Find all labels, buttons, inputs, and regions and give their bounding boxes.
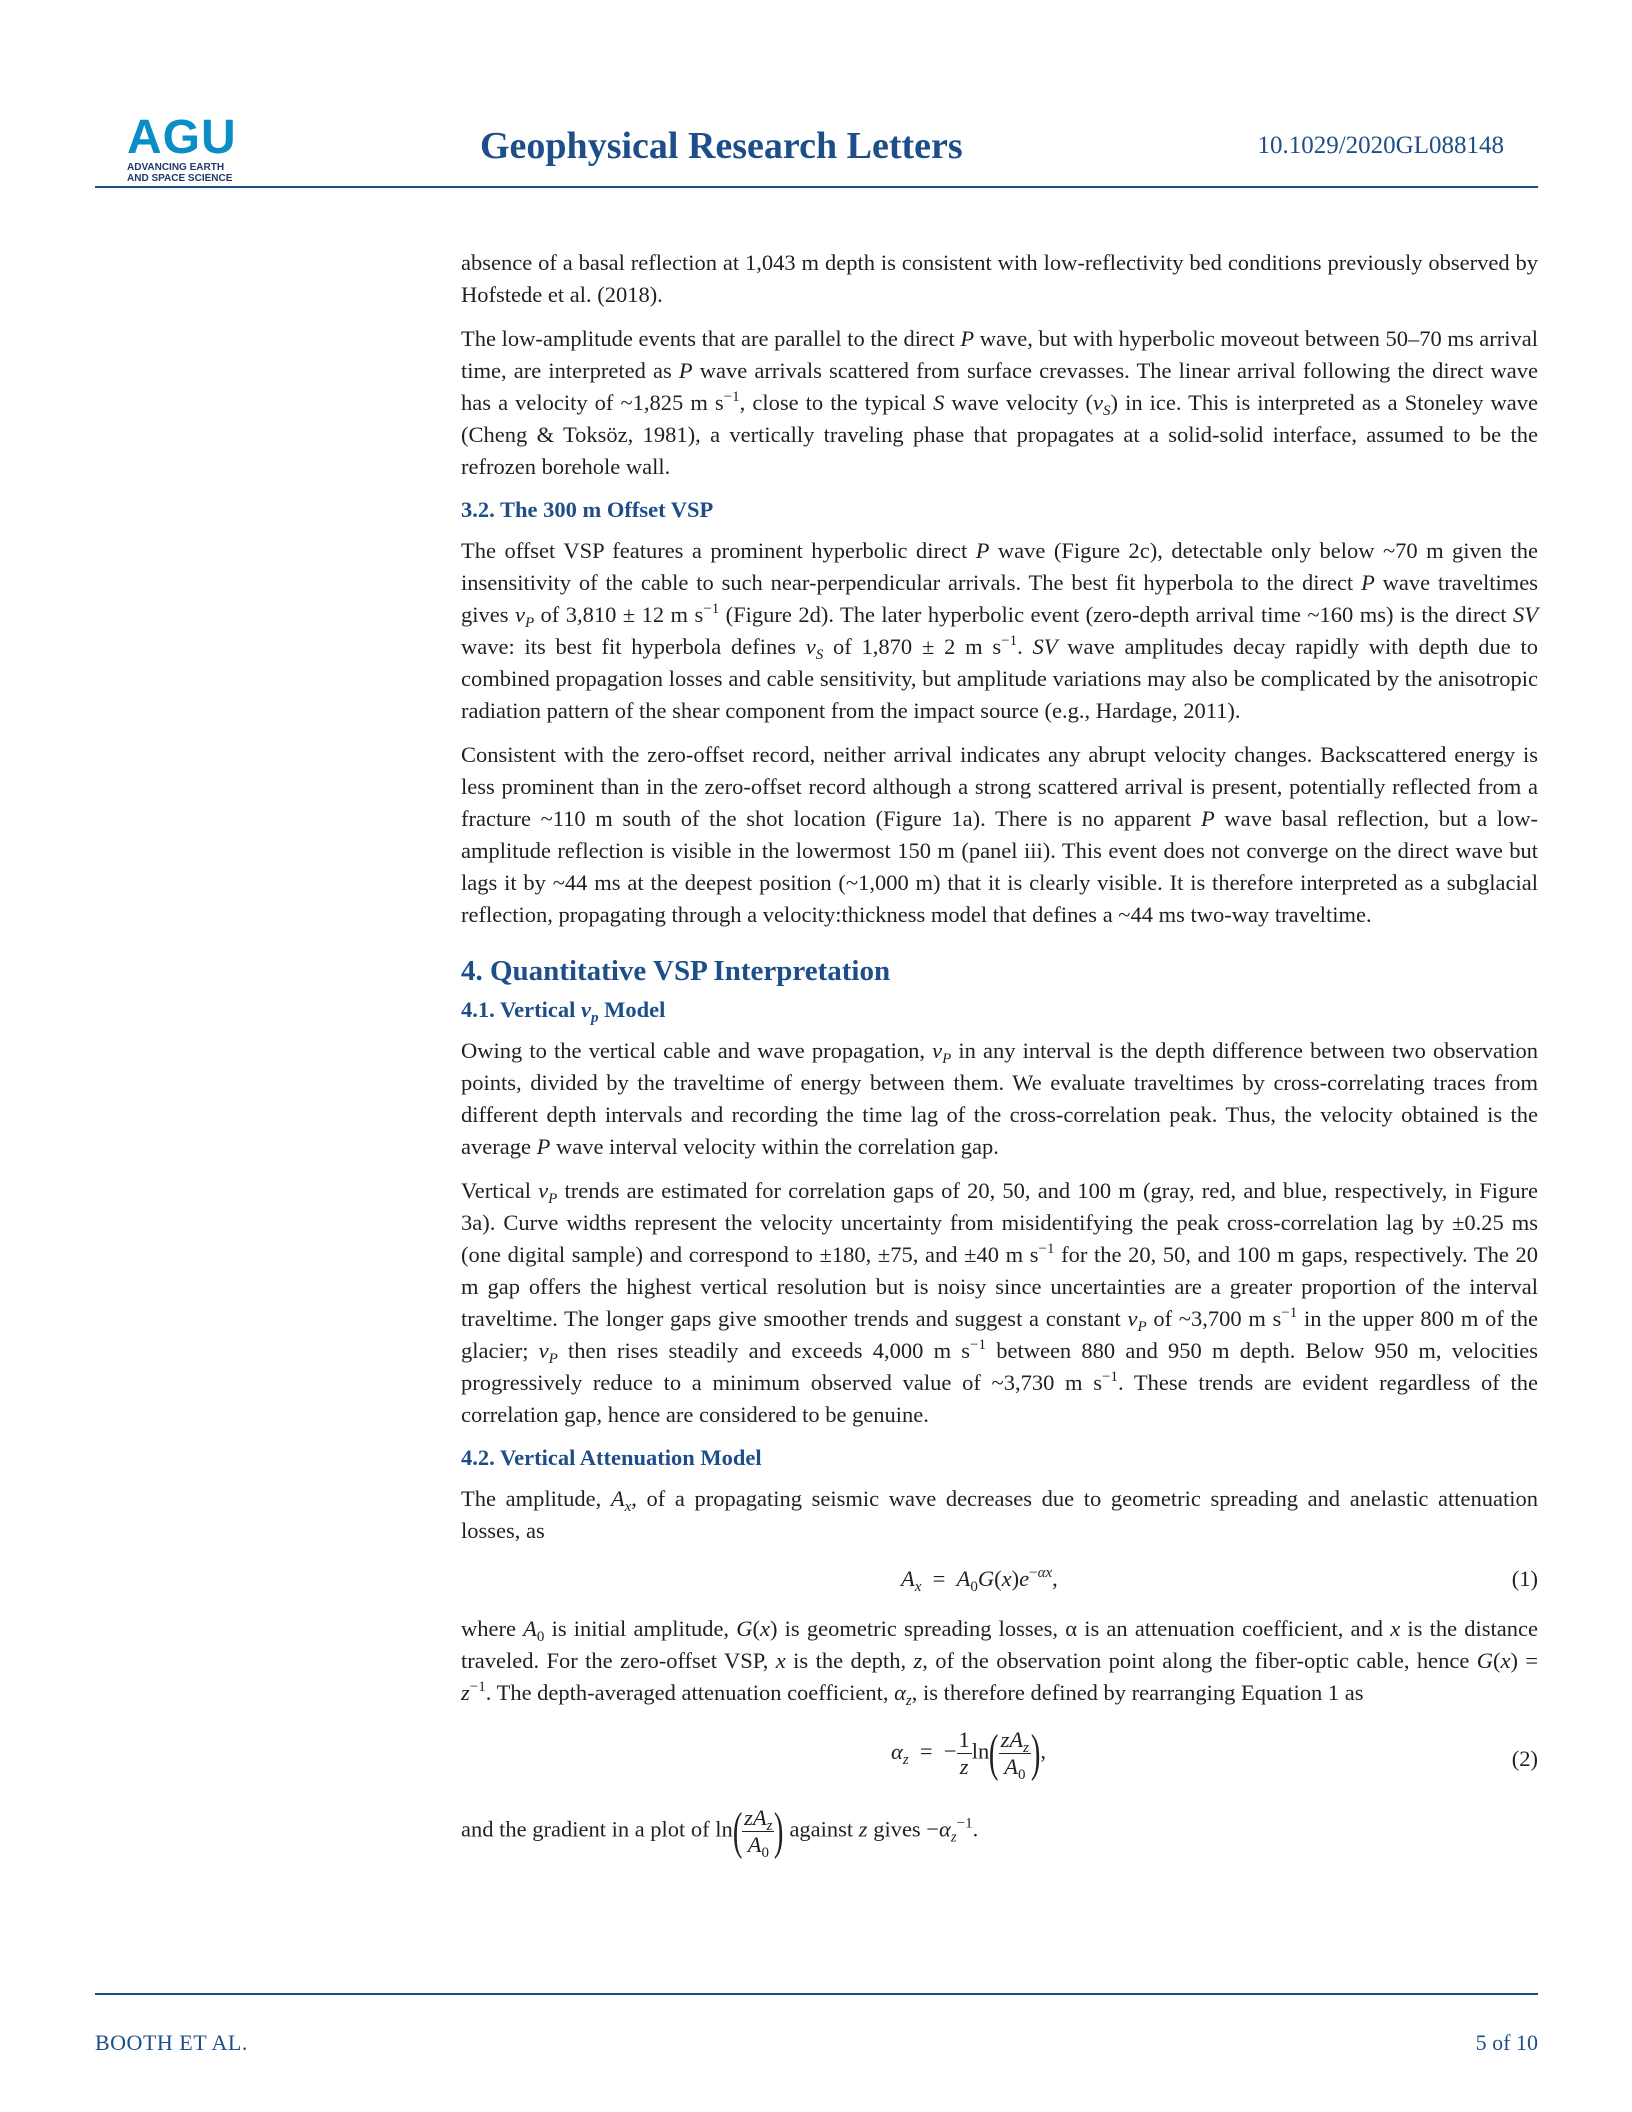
page-header xyxy=(95,110,1538,190)
section-4-heading: 4. Quantitative VSP Interpretation xyxy=(461,955,891,987)
paragraph-7: The amplitude, $A_x$, of a propagating seismic wave decreases due to geometric spreading and anelastic attenuation losses, as xyxy=(461,1486,1538,1543)
logo-tagline-1: ADVANCING EARTH xyxy=(127,162,225,173)
paragraph-1: absence of a basal reflection at 1,043 m depth is consistent with low-reflectivity bed conditions previously observed by Hofstede et al. (2018). xyxy=(461,250,1538,307)
paragraph-8: where $A_0$ is initial amplitude, G(x) is geometric spreading losses, α is an attenuation coefficient, and x is the distance traveled. For the zero-offset VSP, x is the depth, z, of the observation point along the fiber-optic cable, hence $G(x) = z^{-1}$. The depth-averaged attenuation coefficient, $\alpha_z$, is therefore defined by rearranging Equation 1 as xyxy=(461,1616,1539,1709)
paragraph-6: Vertical $v_P$ trends are estimated for correlation gaps of 20, 50, and 100 m (gray, red, and blue, respectively, in Figure 3a). Curve widths represent the velocity uncertainty from misidentifying the peak cross-correlation lag by ±0.25 ms (one digital sample) and correspond to ±180, ±75, and ±40 m $s^{-1}$ for the 20, 50, and 100 m gaps, respectively. The 20 m gap offers the highest vertical resolution but is noisy since uncertainties are a greater proportion of the interval traveltime. The longer gaps give smoother trends and suggest a constant $v_P$ of ~3,700 m $s^{-1}$ in the upper 800 m of the glacier; $v_P$ then rises steadily and exceeds 4,000 m $s^{-1}$ between 880 and 950 m depth. Below 950 m, velocities progressively reduce to a minimum observed value of ~3,730 m $s^{-1}$. These trends are evident regardless of the correlation gap, hence are considered to be genuine. xyxy=(461,1178,1539,1427)
agu-logo xyxy=(127,111,327,184)
footer-rule xyxy=(95,1993,1538,1995)
equation-1-number: (1) xyxy=(1511,1566,1538,1591)
header-rule xyxy=(95,186,1538,188)
section-4-2-heading: 4.2. Vertical Attenuation Model xyxy=(461,1445,762,1470)
article-body xyxy=(461,247,1538,1870)
logo-tagline-2: AND SPACE SCIENCE xyxy=(127,173,233,184)
page-number: 5 of 10 xyxy=(1475,2030,1538,2055)
paragraph-2: The low-amplitude events that are parallel to the direct P wave, but with hyperbolic moveout between 50–70 ms arrival time, are interpreted as P wave arrivals scattered from surface crevasses. The linear arrival following the direct wave has a velocity of ~1,825 m $s^{-1}$, close to the typical S wave velocity $(v_S)$ in ice. This is interpreted as a Stoneley wave (Cheng & Toksöz, 1981), a vertically traveling phase that propagates at a solid-solid interface, assumed to be the refrozen borehole wall. xyxy=(461,326,1538,479)
equation-2: $\alpha_z$ = − $\frac{1}{z}$ ln( $\frac{zA_z}{A_0}$ ), (2) xyxy=(891,1724,1538,1783)
paragraph-5: Owing to the vertical cable and wave propagation, $v_P$ in any interval is the depth difference between two observation points, divided by the traveltime of energy between them. We evaluate traveltimes by cross-correlating traces from different depth intervals and recording the time lag of the cross-correlation peak. Thus, the velocity obtained is the average P wave interval velocity within the correlation gap. xyxy=(461,1038,1538,1159)
paragraph-3: The offset VSP features a prominent hyperbolic direct P wave (Figure 2c), detectable only below ~70 m given the insensitivity of the cable to such near-perpendicular arrivals. The best fit hyperbola to the direct P wave traveltimes gives $v_P$ of 3,810 ± 12 m $s^{-1}$ (Figure 2d). The later hyperbolic event (zero-depth arrival time ~160 ms) is the direct SV wave: its best fit hyperbola defines $v_S$ of 1,870 ± 2 m $s^{-1}$. SV wave amplitudes decay rapidly with depth due to combined propagation losses and cable sensitivity, but amplitude variations may also be complicated by the anisotropic radiation pattern of the shear component from the impact source (e.g., Hardage, 2011). xyxy=(461,538,1539,723)
logo-mark: AGU xyxy=(127,111,237,164)
section-3-2-heading: 3.2. The 300 m Offset VSP xyxy=(461,497,714,522)
doi: 10.1029/2020GL088148 xyxy=(1257,132,1504,159)
paragraph-9: and the gradient in a plot of ln( $\frac{zA_z}{A_0}$ ) against z gives $-\alpha_z^{-1}$. xyxy=(461,1802,979,1861)
journal-title: Geophysical Research Letters xyxy=(480,125,963,167)
equation-2-number: (2) xyxy=(1511,1746,1538,1771)
paragraph-4: Consistent with the zero-offset record, neither arrival indicates any abrupt velocity changes. Backscattered energy is less prominent than in the zero-offset record although a strong scattered arrival is present, potentially reflected from a fracture ~110 m south of the shot location (Figure 1a). There is no apparent P wave basal reflection, but a low-amplitude reflection is visible in the lowermost 150 m (panel iii). This event does not converge on the direct wave but lags it by ~44 ms at the deepest position (~1,000 m) that it is clearly visible. It is therefore interpreted as a subglacial reflection, propagating through a velocity:thickness model that defines a ~44 ms two-way traveltime. xyxy=(461,742,1538,927)
equation-1: $A_x = A_0G(x)e^{-\alpha x}$, (1) xyxy=(901,1565,1538,1595)
section-4-1-heading: 4.1. Vertical $v_p$ Model xyxy=(461,997,666,1026)
footer-authors: BOOTH ET AL. xyxy=(95,2030,248,2055)
